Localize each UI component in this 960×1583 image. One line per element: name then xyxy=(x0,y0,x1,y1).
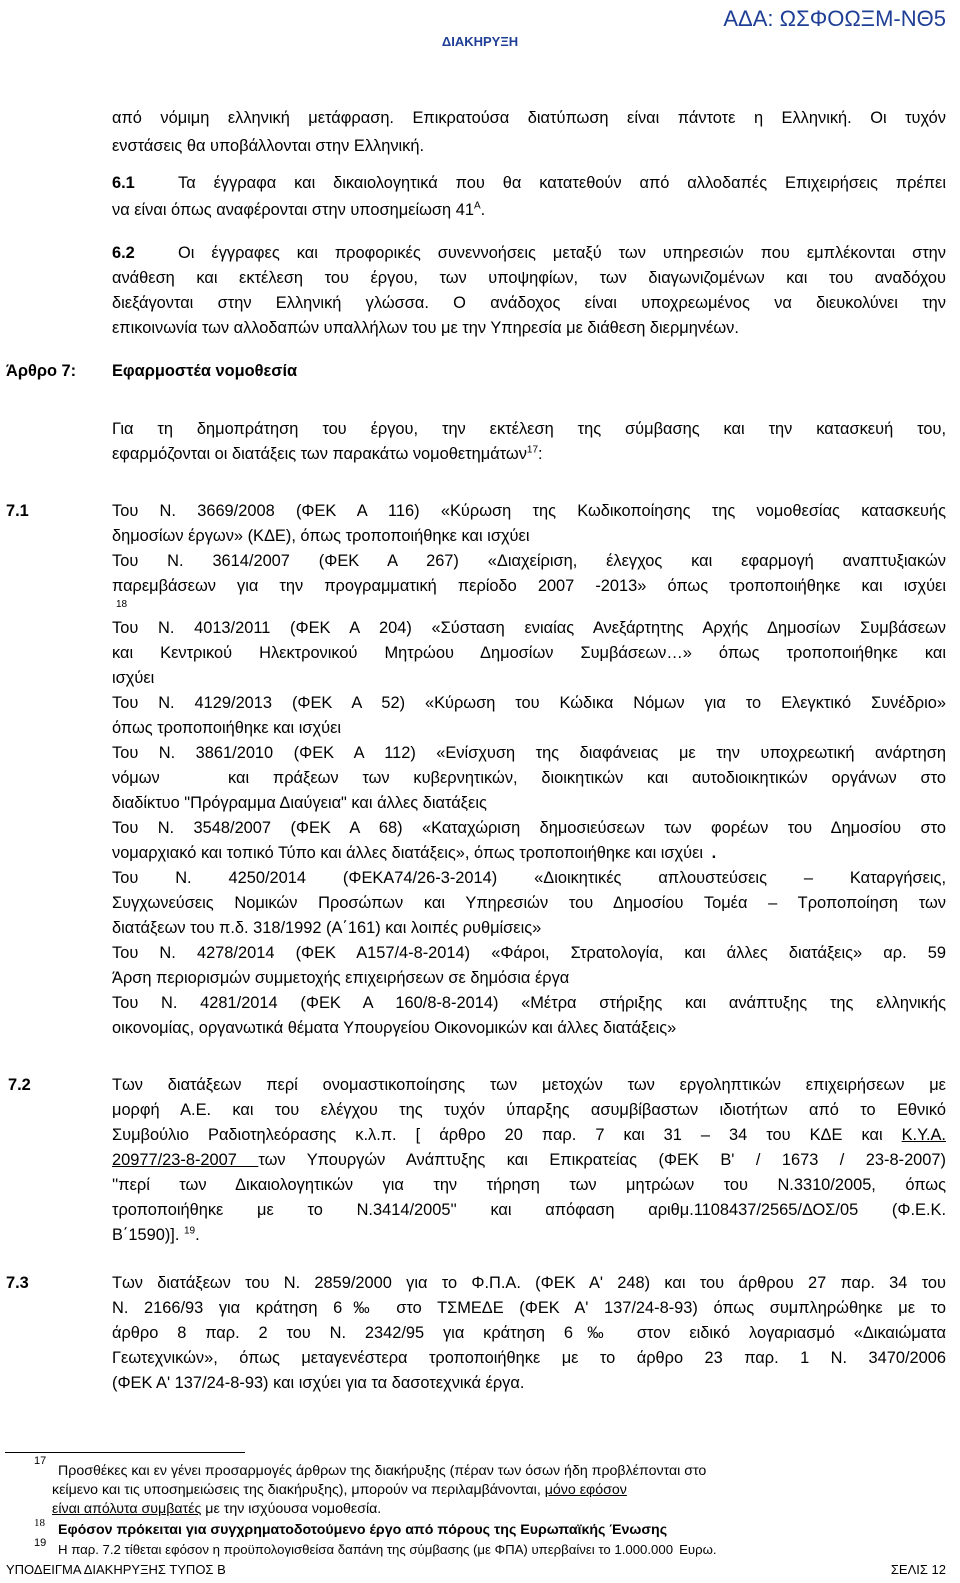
law-line: Του Ν. 4013/2011 (ΦΕΚ Α 204) «Σύσταση ενιαίας Ανεξάρτητης Αρχής Δημοσίων Συμβάσεων xyxy=(112,619,946,637)
law-line: ισχύει xyxy=(112,669,155,687)
law-line: Του Ν. 3861/2010 (ΦΕΚ Α 112) «Ενίσχυση της διαφάνειας με την υποχρεωτική ανάρτηση xyxy=(112,744,946,762)
intro-line-1: από νόμιμη ελληνική μετάφραση. Επικρατούσα διατύπωση είναι πάντοτε η Ελληνική. Οι τυχόν xyxy=(112,109,946,127)
law-line: Άρση περιορισμών συμμετοχής επιχειρήσεων σε δημόσια έργα xyxy=(112,969,570,987)
section-7-2-line-3: Συμβούλιο Ραδιοτηλεόρασης κ.λ.π. [ άρθρο 20 παρ. 7 και 31 – 34 του ΚΔΕ και Κ.Υ.Α. xyxy=(112,1126,946,1144)
section-7-3-line-3: άρθρο 8 παρ. 2 του Ν. 2342/95 για κράτηση 6‰ στον ειδικό λογαριασμό «Δικαιώματα xyxy=(112,1324,946,1342)
section-6-2-line-1: Οι έγγραφες και προφορικές συνεννοήσεις μεταξύ των υπηρεσιών που εμπλέκονται στην xyxy=(178,244,946,262)
footnote-separator xyxy=(5,1452,245,1453)
section-7-3-number: 7.3 xyxy=(6,1274,29,1292)
section-7-2-line-7: Β΄1590)]. $^{19}$. xyxy=(112,1225,200,1244)
article-para-line-1: Για τη δημοπράτηση του έργου, την εκτέλεση της σύμβασης και την κατασκευή του, xyxy=(112,420,946,438)
footnote-19-number: 19 xyxy=(34,1537,47,1549)
section-7-3-line-1: Των διατάξεων του Ν. 2859/2000 για το Φ.Π.Α. (ΦΕΚ Α' 248) και του άρθρου 27 παρ. 34 του xyxy=(112,1274,946,1292)
law-line: διαδίκτυο "Πρόγραμμα Διαύγεια" και άλλες διατάξεις xyxy=(112,794,487,812)
law-line: Του Ν. 3548/2007 (ΦΕΚ Α 68) «Καταχώριση δημοσιεύσεων των φορέων του Δημοσίου στο xyxy=(112,819,946,837)
law-line: οικονομίας, οργανωτικά θέματα Υπουργείου Οικονομικών και άλλες διατάξεις» xyxy=(112,1019,677,1037)
law-line: Του Ν. 4278/2014 (ΦΕΚ Α157/4-8-2014) «Φάροι, Στρατολογία, και άλλες διατάξεις» αρ. 59 xyxy=(112,944,946,962)
footnote-ref-18: 18 xyxy=(116,599,128,610)
section-7-2-number: 7.2 xyxy=(8,1076,31,1094)
footnote-17-line-1: Προσθέκες και εν γένει προσαρμογές άρθρων της διακήρυξης (πέραν των όσων ήδη προβλέπονται στο xyxy=(58,1463,707,1479)
intro-line-2: ενστάσεις θα υποβάλλονται στην Ελληνική. xyxy=(112,137,425,155)
footnote-18-text: Εφόσον πρόκειται για συγχρηματοδοτούμενο έργο από πόρους της Ευρωπαϊκής Ένωσης xyxy=(58,1522,668,1538)
footer-right: ΣΕΛΙΣ 12 xyxy=(890,1562,946,1577)
law-line: Συγχωνεύσεις Νομικών Προσώπων και Υπηρεσιών του Δημοσίου Τομέα – Τροποποίηση των xyxy=(112,894,946,912)
section-7-3-line-4: Γεωτεχνικών», όπως μεταγενέστερα τροποποιήθηκε με το άρθρο 23 παρ. 1 Ν. 3470/2006 xyxy=(112,1349,946,1367)
law-line: Του Ν. 4281/2014 (ΦΕΚ Α 160/8-8-2014) «Μέτρα στήριξης και ανάπτυξης της ελληνικής xyxy=(112,994,946,1012)
section-7-2-line-4: 20977/23-8-2007 των Υπουργών Ανάπτυξης και Επικρατείας (ΦΕΚ Β' / 1673 / 23-8-2007) xyxy=(112,1151,946,1169)
law-line: Του Ν. 4129/2013 (ΦΕΚ Α 52) «Κύρωση του Κώδικα Νόμων για το Ελεγκτικό Συνέδριο» xyxy=(112,694,946,712)
article-label: Άρθρο 7: xyxy=(6,362,77,380)
section-7-2-line-1: Των διατάξεων περί ονομαστικοποίησης των μετοχών των εργοληπτικών επιχειρήσεων με xyxy=(112,1076,946,1094)
law-line: νόμων xyxy=(112,769,160,787)
section-7-2-line-6: τροποποιήθηκε με το Ν.3414/2005'' και απόφαση αριθμ.1108437/2565/ΔΟΣ/05 (Φ.Ε.Κ. xyxy=(112,1201,946,1219)
footnote-19-line-1: Η παρ. 7.2 τίθεται εφόσον η προϋπολογισθείσα δαπάνη της σύμβασης (με ΦΠΑ) υπερβαίνει το 1.000.000 Ευρω. xyxy=(58,1542,717,1557)
section-7-2-line-5: ''περί των Δικαιολογητικών για την τήρηση των μητρώων του Ν.3310/2005, όπως xyxy=(112,1176,946,1194)
section-6-2-number: 6.2 xyxy=(112,244,135,262)
footnote-18-number: 18 xyxy=(34,1517,45,1529)
law-line: Του Ν. 3669/2008 (ΦΕΚ Α 116) «Κύρωση της Κωδικοποίησης της νομοθεσίας κατασκευής xyxy=(112,502,946,520)
article-title: Εφαρμοστέα νομοθεσία xyxy=(112,362,298,380)
law-line: Του Ν. 4250/2014 (ΦΕΚΑ74/26-3-2014) «Διοικητικές απλουστεύσεις – Καταργήσεις, xyxy=(112,869,946,887)
section-6-2-line-2: ανάθεση και εκτέλεση του έργου, των υποψηφίων, των διαγωνιζομένων και του αναδόχου xyxy=(112,269,946,287)
law-line: νομαρχιακό και τοπικό Τύπο και άλλες διατάξεις», όπως τροποποιήθηκε και ισχύει . xyxy=(112,844,717,862)
section-6-2-line-4: επικοινωνία των αλλοδαπών υπαλλήλων του με την Υπηρεσία με διάθεση διερμηνέων. xyxy=(112,319,739,337)
section-6-1-number: 6.1 xyxy=(112,174,135,192)
law-line: παρεμβάσεων για την προγραμματική περίοδο 2007 -2013» όπως τροποποιήθηκε και ισχύει xyxy=(112,577,946,595)
law-line: Του Ν. 3614/2007 (ΦΕΚ Α 267) «Διαχείριση, έλεγχος και εφαρμογή αναπτυξιακών xyxy=(112,552,946,570)
ada-code: ΑΔΑ: ΩΣΦΟΩΞΜ-ΝΘ5 xyxy=(723,6,946,31)
law-line: διατάξεων του π.δ. 318/1992 (Α΄161) και λοιπές ρυθμίσεις» xyxy=(112,919,542,937)
section-6-2-line-3: διεξάγονται στην Ελληνική γλώσσα. Ο ανάδοχος είναι υποχρεωμένος να διευκολύνει την xyxy=(112,294,946,312)
law-line: δημοσίων έργων» (ΚΔΕ), όπως τροποποιήθηκε και ισχύει xyxy=(112,527,530,545)
law-line: και Κεντρικού Ηλεκτρονικού Μητρώου Δημοσίων Συμβάσεων…» όπως τροποποιήθηκε και xyxy=(112,644,946,662)
footnote-17-number: 17 xyxy=(34,1455,47,1467)
header-title: ΔΙΑΚΗΡΥΞΗ xyxy=(441,34,519,49)
footnote-17-line-2: κείμενο και τις υποσημειώσεις της διακήρυξης), μπορούν να περιλαμβάνονται, μόνο εφόσον xyxy=(52,1482,627,1498)
section-7-1-number: 7.1 xyxy=(6,502,29,520)
law-line: και πράξεων των κυβερνητικών, διοικητικών και αυτοδιοικητικών οργάνων στο xyxy=(228,769,946,787)
section-7-3-line-2: Ν. 2166/93 για κράτηση 6‰ στο ΤΣΜΕΔΕ (ΦΕΚ Α' 137/24-8-93) όπως συμπληρώθηκε με το xyxy=(112,1299,946,1317)
footnote-19-line-2: Ευρω. xyxy=(679,1542,717,1557)
section-6-1-line-2: να είναι όπως αναφέρονται στην υποσημείωση $41^A$. xyxy=(112,200,486,219)
section-6-1-line-1: Τα έγγραφα και δικαιολογητικά που θα κατατεθούν από αλλοδαπές Επιχειρήσεις πρέπει xyxy=(178,174,946,192)
article-para-line-2: εφαρμόζονται οι διατάξεις των παρακάτω νομοθετημάτων$^{17}$: xyxy=(112,444,543,463)
section-7-3-line-5: (ΦΕΚ Α' 137/24-8-93) και ισχύει για τα δασοτεχνικά έργα. xyxy=(112,1374,525,1392)
footer-left: ΥΠΟΔΕΙΓΜΑ ΔΙΑΚΗΡΥΞΗΣ ΤΥΠΟΣ Β xyxy=(6,1562,226,1577)
law-line: όπως τροποποιήθηκε και ισχύει xyxy=(112,719,342,737)
section-7-2-line-2: μορφή Α.Ε. και του ελέγχου της τυχόν ύπαρξης ασυμβίβαστων ιδιοτήτων από το Εθνικό xyxy=(112,1101,946,1119)
footnote-17-line-3: είναι απόλυτα συμβατές με την ισχύουσα νομοθεσία. xyxy=(52,1501,382,1517)
